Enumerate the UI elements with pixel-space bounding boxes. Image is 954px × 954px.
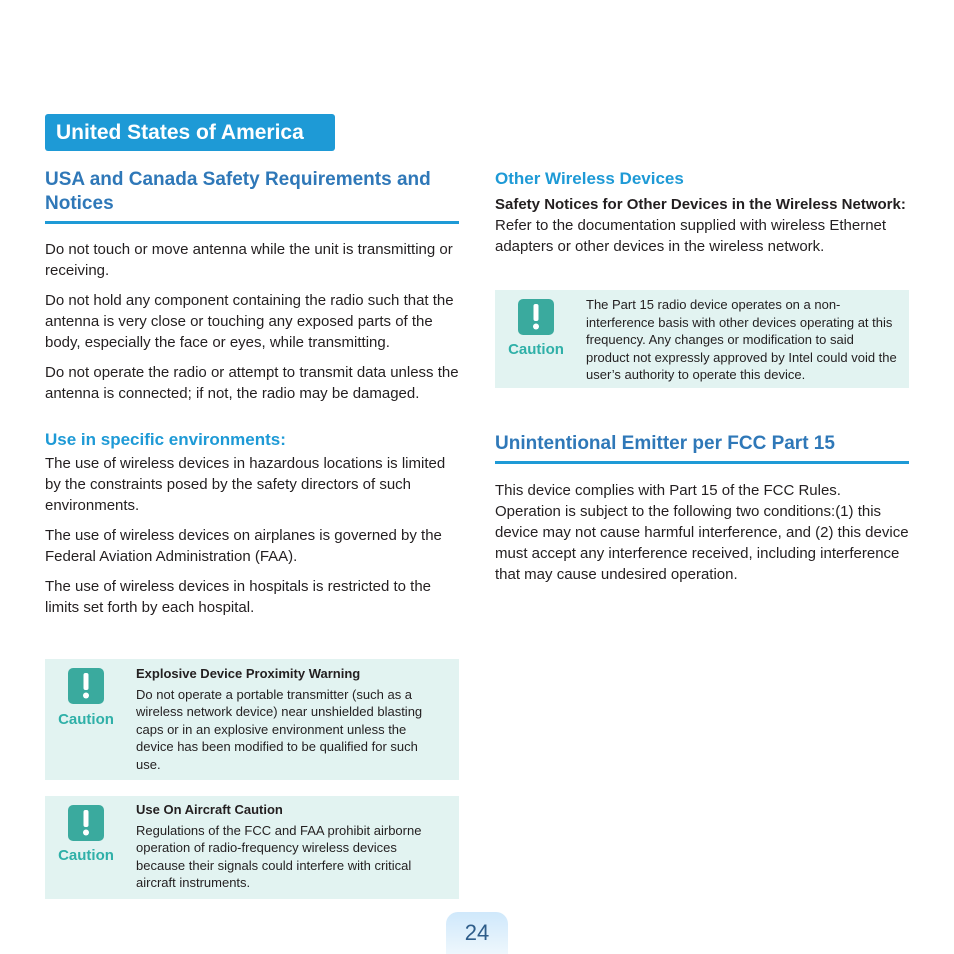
subheading-other-wireless: Other Wireless Devices [495,169,684,188]
exclamation-icon [68,668,104,704]
paragraph-hold-component: Do not hold any component containing the radio such that the antenna is very close or touching any exposed parts of the body, especially the face or eyes, while transmitting. [45,292,454,351]
caution-box-explosive [45,659,459,780]
caution-body: Do not operate a portable transmitter (such as a wireless network device) near unshielded blasting caps or in an explosive environment unless the device has been modified to be qualified for such use. [136,686,423,772]
paragraph-antenna-connected: Do not operate the radio or attempt to transmit data unless the antenna is connected; if not, the radio may be damaged. [45,364,459,402]
left-column [45,168,459,618]
caution-body: Regulations of the FCC and FAA prohibit airborne operation of radio-frequency wireless devices because their signals could interfere with critical aircraft instruments. [136,822,422,890]
caution-label: Caution [58,711,114,728]
page-banner: United States of America [45,114,335,151]
right-column [495,168,909,257]
caution-title: Explosive Device Proximity Warning [136,666,361,681]
fcc-section [495,432,909,585]
other-devices-text: Refer to the documentation supplied with wireless Ethernet adapters or other devices in the wireless network. [495,217,887,255]
caution-label: Caution [508,341,564,358]
other-devices-lead: Safety Notices for Other Devices in the Wireless Network: [495,196,906,213]
section-title-fcc: Unintentional Emitter per FCC Part 15 [495,432,909,464]
caution-content [136,665,446,773]
page-number: 24 [446,912,508,954]
subheading-specific-environments: Use in specific environments: [45,430,286,449]
caution-label: Caution [58,847,114,864]
exclamation-icon [68,805,104,841]
caution-box-aircraft [45,796,459,899]
paragraph-hospitals: The use of wireless devices in hospitals is restricted to the limits set forth by each hospital. [45,578,432,616]
caution-content [136,801,446,892]
caution-box-part15 [495,290,909,388]
paragraph-other-devices [495,194,909,257]
caution-title: Use On Aircraft Caution [136,802,283,817]
paragraph-antenna-touch: Do not touch or move antenna while the unit is transmitting or receiving. [45,241,453,279]
caution-body: The Part 15 radio device operates on a non-interference basis with other devices operating at this frequency. Any changes or modification to said product not expressly approved by Intel could void the user’s authority to operate this device. [586,297,897,382]
exclamation-icon [518,299,554,335]
paragraph-airplanes: The use of wireless devices on airplanes is governed by the Federal Aviation Administration (FAA). [45,527,442,565]
paragraph-fcc-compliance: This device complies with Part 15 of the FCC Rules. Operation is subject to the following two conditions:(1) this device may not cause harmful interference, and (2) this device must accept any interference received, including interference that may cause undesired operation. [495,482,909,583]
section-title-usa-canada: USA and Canada Safety Requirements and Notices [45,168,459,224]
paragraph-hazardous-locations: The use of wireless devices in hazardous locations is limited by the constraints posed by the safety directors of such environments. [45,455,446,514]
